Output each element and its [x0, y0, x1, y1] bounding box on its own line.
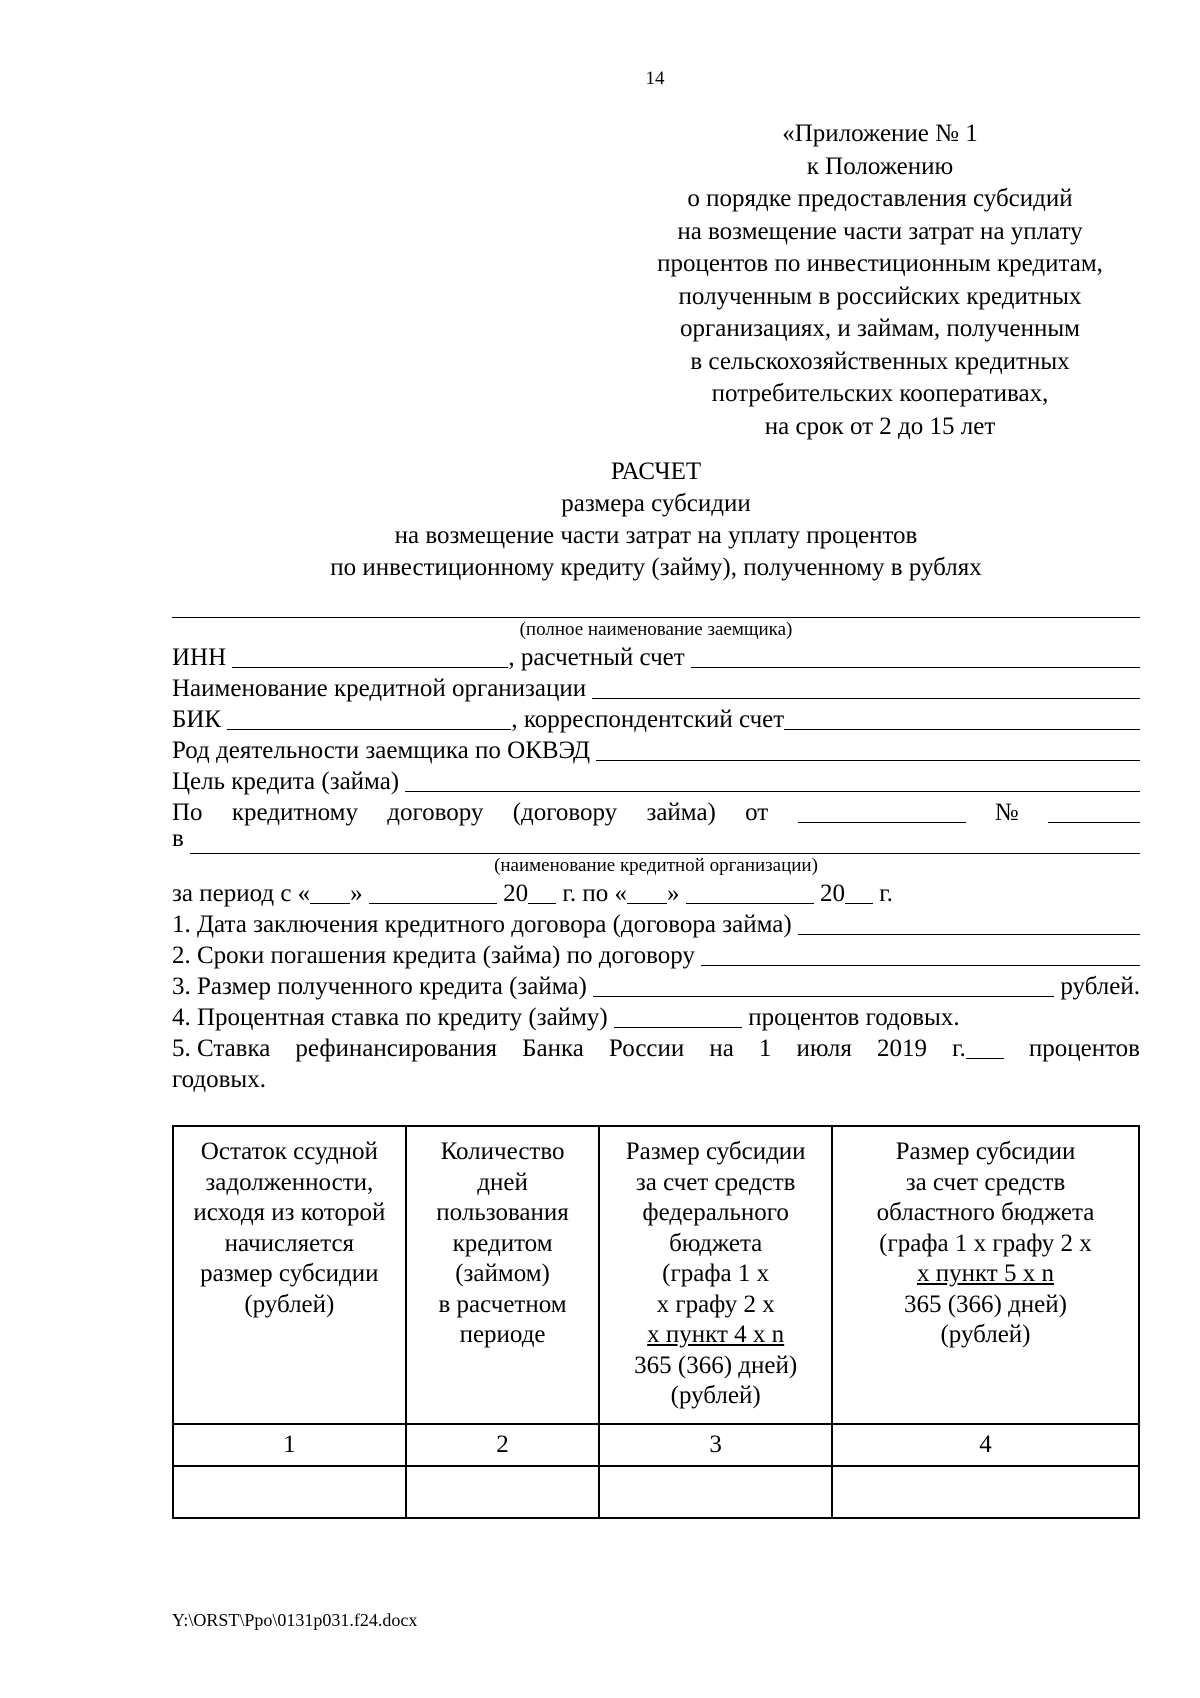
item2-label: 2. Сроки погашения кредита (займа) по договору [172, 942, 695, 969]
appendix-line: к Положению [806, 152, 954, 180]
period-to-day-field[interactable] [627, 879, 667, 904]
table-row [173, 1466, 1139, 1518]
table-header-row [173, 1126, 1139, 1424]
title-line: размера субсидии [561, 490, 751, 517]
inn-label: ИНН [172, 644, 227, 671]
account-field[interactable] [691, 643, 1140, 668]
period-text: 20 [503, 880, 529, 907]
file-path-footer: Y:\ORST\Ppo\0131p031.f24.docx [172, 1610, 418, 1630]
in-label: в [172, 825, 184, 852]
inn-field[interactable] [232, 643, 508, 668]
appendix-line: полученным в российских кредитных [678, 282, 1082, 310]
borrower-name-field[interactable] [172, 593, 1140, 618]
period-from-day-field[interactable] [310, 879, 350, 904]
item5-word: России [608, 1035, 685, 1062]
appendix-header [620, 118, 1140, 443]
period-to-month-field[interactable] [686, 879, 814, 904]
table-cell[interactable] [173, 1466, 406, 1518]
okved-label: Род деятельности заемщика по ОКВЭД [172, 737, 591, 764]
form [172, 596, 1140, 1095]
title-line: по инвестиционному кредиту (займу), полученному в рублях [330, 554, 982, 581]
agreement-word: По [172, 799, 203, 826]
item5-suffix: процентов [1028, 1035, 1140, 1062]
period-text: за период с « [172, 880, 311, 907]
item5-word: Банка [522, 1035, 584, 1062]
item4-field[interactable] [614, 1003, 742, 1028]
item3-field[interactable] [593, 972, 1054, 997]
subsidy-table [172, 1125, 1140, 1519]
okved-field[interactable] [596, 736, 1140, 761]
purpose-label: Цель кредита (займа) [172, 768, 400, 795]
item5-word: 2019 [877, 1035, 927, 1062]
column-number: 1 [173, 1424, 406, 1466]
title-heading: РАСЧЕТ [610, 458, 702, 485]
bank-org-field[interactable] [190, 829, 1140, 854]
period-from-year-field[interactable] [528, 879, 556, 904]
agreement-word: займа) [646, 799, 716, 826]
item5-word: на [709, 1035, 734, 1062]
period-text: » [350, 880, 363, 907]
agreement-word: от [745, 799, 769, 826]
bik-label: БИК [172, 706, 222, 733]
agreement-word: договору [387, 799, 484, 826]
period-from-month-field[interactable] [369, 879, 497, 904]
period-to-year-field[interactable] [845, 879, 873, 904]
purpose-field[interactable] [405, 767, 1140, 792]
period-text: 20 [820, 880, 845, 907]
period-text: г. [879, 880, 893, 907]
header-cell-1: Остаток ссудной задолженности, исходя из которой начисляется размер субсидии (рублей) [173, 1126, 406, 1424]
item5-end: годовых. [172, 1066, 266, 1093]
header-cell-2: Количество дней пользования кредитом (займом) в расчетном периоде [406, 1126, 600, 1424]
appendix-line: в сельскохозяйственных кредитных [690, 347, 1070, 375]
item5-word: 5. Ставка [172, 1035, 271, 1062]
item5-rate-field[interactable] [966, 1034, 1004, 1059]
table-number-row [173, 1424, 1139, 1466]
appendix-line: «Приложение № 1 [782, 120, 978, 147]
table-cell[interactable] [832, 1466, 1139, 1518]
corr-account-label: , корреспондентский счет [511, 706, 785, 733]
corr-account-field[interactable] [784, 705, 1140, 730]
item4-suffix: процентов годовых. [748, 1004, 960, 1031]
appendix-line: на возмещение части затрат на уплату [677, 217, 1083, 245]
item5-word: 1 [758, 1035, 772, 1062]
item2-field[interactable] [701, 941, 1140, 966]
agreement-word: кредитному [231, 799, 358, 826]
item5-word: июля [796, 1035, 852, 1062]
table-cell[interactable] [599, 1466, 832, 1518]
item5-word: рефинансирования [295, 1035, 498, 1062]
bank-name-field[interactable] [592, 674, 1140, 699]
period-text: » [667, 880, 680, 907]
document-title [172, 456, 1140, 584]
bank-caption: (наименование кредитной организации) [494, 855, 818, 876]
appendix-line: организациях, и займам, полученным [680, 315, 1080, 342]
account-label: , расчетный счет [508, 644, 685, 671]
header-cell-3: Размер субсидии за счет средств федерального бюджета (графа 1 х х графу 2 х х пункт 4 х n 365 (366) дней) (рублей) [599, 1126, 832, 1424]
agreement-number-field[interactable] [1048, 798, 1140, 823]
agreement-word: (договору [512, 799, 618, 826]
appendix-line: на срок от 2 до 15 лет [764, 412, 996, 440]
item1-field[interactable] [798, 910, 1140, 935]
item3-label: 3. Размер полученного кредита (займа) [172, 973, 587, 1000]
page-number: 14 [645, 68, 665, 89]
appendix-line: о порядке предоставления субсидий [687, 185, 1073, 212]
column-number: 3 [599, 1424, 832, 1466]
column-number: 4 [832, 1424, 1139, 1466]
borrower-caption: (полное наименование заемщика) [519, 619, 793, 640]
number-sign: № [994, 799, 1019, 826]
period-text: г. по « [562, 880, 627, 907]
appendix-line: процентов по инвестиционным кредитам, [657, 250, 1103, 277]
bank-name-label: Наименование кредитной организации [172, 675, 587, 702]
bik-field[interactable] [227, 705, 511, 730]
appendix-line: потребительских кооперативах, [711, 380, 1049, 407]
item5-word: г. [952, 1035, 966, 1062]
table-cell[interactable] [406, 1466, 600, 1518]
header-cell-4: Размер субсидии за счет средств областного бюджета (графа 1 х графу 2 х х пункт 5 х n 365 (366) дней) (рублей) [832, 1126, 1139, 1424]
item4-label: 4. Процентная ставка по кредиту (займу) [172, 1004, 608, 1031]
title-line: на возмещение части затрат на уплату процентов [394, 522, 918, 549]
agreement-date-field[interactable] [798, 798, 966, 823]
column-number: 2 [406, 1424, 600, 1466]
item1-label: 1. Дата заключения кредитного договора (договора займа) [172, 911, 792, 938]
item3-suffix: рублей. [1060, 973, 1140, 1000]
